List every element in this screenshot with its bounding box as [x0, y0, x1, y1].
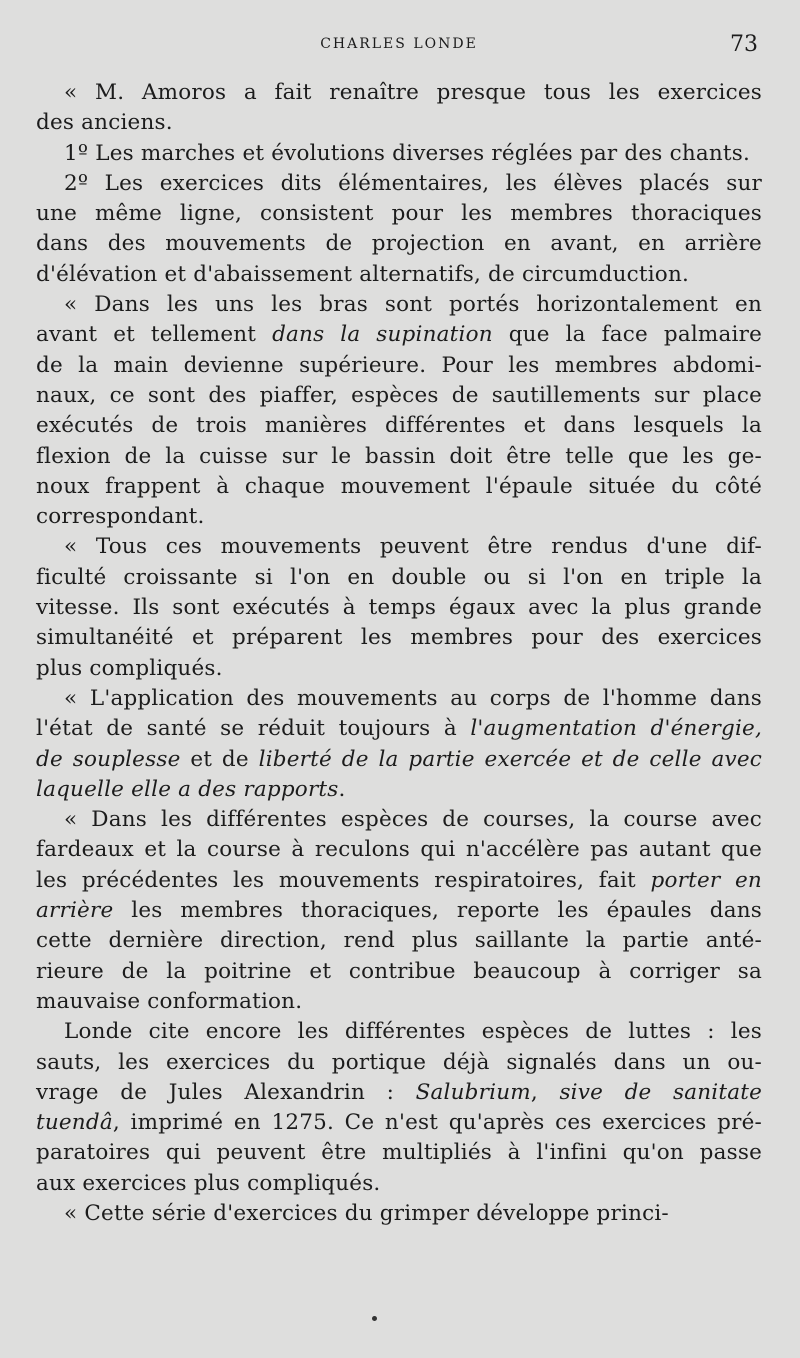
text-line	[36, 926, 762, 956]
italic-text: laquelle elle a des rapports	[36, 776, 339, 802]
line-text: cette dernière direction, rend plus saillante la partie anté-	[36, 928, 762, 954]
text-line	[36, 623, 762, 653]
line-text: 2º Les exercices dits élémentaires, les élèves placés sur	[64, 170, 762, 196]
text-line	[36, 502, 762, 532]
text-line	[36, 169, 762, 199]
text-line	[36, 957, 762, 987]
line-text: l'état de santé se réduit toujours à	[36, 716, 471, 742]
line-text: correspondant.	[36, 504, 205, 530]
text-line	[36, 351, 762, 381]
text-line	[36, 563, 762, 593]
line-text: vrage de Jules Alexandrin :	[36, 1079, 416, 1105]
text-line	[36, 260, 762, 290]
line-text: ,	[530, 1079, 560, 1105]
page-header	[36, 34, 762, 58]
line-text: simultanéité et préparent les membres pour des exercices	[36, 625, 762, 651]
line-text: les membres thoraciques, reporte les épaules dans	[113, 898, 762, 924]
line-text: de la main devienne supérieure. Pour les membres abdomi-	[36, 352, 762, 378]
line-text: exécutés de trois manières différentes et dans lesquels la	[36, 413, 762, 439]
line-text: « Dans les uns les bras sont portés horizontalement en	[64, 292, 762, 318]
line-text: flexion de la cuisse sur le bassin doit être telle que les ge-	[36, 443, 762, 469]
italic-text: de souplesse	[36, 746, 181, 772]
italic-text: porter en	[650, 867, 762, 893]
text-line	[36, 1048, 762, 1078]
text-line	[36, 78, 762, 108]
line-text: , imprimé en 1275. Ce n'est qu'après ces exercices pré-	[112, 1110, 762, 1136]
text-line	[36, 442, 762, 472]
text-line	[36, 714, 762, 744]
text-line	[36, 835, 762, 865]
italic-text: Salubrium	[415, 1079, 531, 1105]
italic-text: l'augmentation d'énergie,	[470, 716, 762, 742]
line-text: aux exercices plus compliqués.	[36, 1170, 381, 1196]
body-text	[36, 78, 762, 1229]
line-text: sauts, les exercices du portique déjà signalés dans un ou-	[36, 1049, 762, 1075]
text-line	[36, 1078, 762, 1108]
text-line	[36, 532, 762, 562]
line-text: les précédentes les mouvements respiratoires, fait	[36, 867, 651, 893]
text-line	[36, 745, 762, 775]
text-line	[36, 684, 762, 714]
line-text: 1º Les marches et évolutions diverses réglées par des chants.	[64, 140, 751, 166]
text-line	[36, 290, 762, 320]
text-line	[36, 1138, 762, 1168]
text-line	[36, 229, 762, 259]
text-line	[36, 775, 762, 805]
text-line	[36, 411, 762, 441]
line-text: d'élévation et d'abaissement alternatifs, de circumduction.	[36, 261, 690, 287]
text-line	[36, 472, 762, 502]
text-line	[36, 1169, 762, 1199]
text-line	[36, 896, 762, 926]
line-text: que la face palmaire	[492, 322, 763, 348]
text-line	[36, 199, 762, 229]
text-line	[36, 987, 762, 1017]
line-text: « L'application des mouvements au corps de l'homme dans	[64, 685, 762, 711]
text-line	[36, 320, 762, 350]
running-head: CHARLES LONDE	[320, 36, 478, 52]
text-line	[36, 866, 762, 896]
line-text: « Cette série d'exercices du grimper développe princi-	[64, 1200, 669, 1226]
italic-text: tuendâ	[36, 1110, 113, 1136]
line-text: rieure de la poitrine et contribue beaucoup à corriger sa	[36, 958, 762, 984]
italic-text: sive de sanitate	[559, 1079, 763, 1105]
text-line	[36, 1199, 762, 1229]
line-text: noux frappent à chaque mouvement l'épaule située du côté	[36, 473, 762, 499]
line-text: mauvaise conformation.	[36, 988, 303, 1014]
line-text: une même ligne, consistent pour les membres thoraciques	[36, 201, 762, 227]
page-number: 73	[730, 32, 758, 57]
line-text: « Tous ces mouvements peuvent être rendus d'une dif-	[64, 534, 762, 560]
printer-mark	[372, 1316, 377, 1321]
line-text: avant et tellement	[36, 322, 273, 348]
text-line	[36, 381, 762, 411]
line-text: « M. Amoros a fait renaître presque tous les exercices	[64, 80, 762, 105]
line-text: plus compliqués.	[36, 655, 223, 681]
line-text: des anciens.	[36, 110, 173, 136]
text-line	[36, 654, 762, 684]
italic-text: liberté de la partie exercée et de celle avec	[258, 746, 762, 772]
line-text: ficulté croissante si l'on en double ou si l'on en triple la	[36, 564, 762, 590]
text-line	[36, 139, 762, 169]
italic-text: arrière	[36, 898, 114, 924]
line-text: et de	[180, 746, 259, 772]
text-line	[36, 108, 762, 138]
text-line	[36, 805, 762, 835]
italic-text: dans la supination	[272, 322, 493, 348]
line-text: Londe cite encore les différentes espèces de luttes : les	[64, 1019, 762, 1045]
text-line	[36, 1108, 762, 1138]
line-text: naux, ce sont des piaffer, espèces de sautillements sur place	[36, 382, 762, 408]
line-text: .	[338, 776, 346, 802]
line-text: dans des mouvements de projection en avant, en arrière	[36, 231, 762, 257]
line-text: « Dans les différentes espèces de courses, la course avec	[64, 807, 762, 833]
line-text: fardeaux et la course à reculons qui n'accélère pas autant que	[36, 837, 762, 863]
line-text: vitesse. Ils sont exécutés à temps égaux avec la plus grande	[36, 595, 762, 621]
text-line	[36, 1017, 762, 1047]
text-line	[36, 593, 762, 623]
line-text: paratoires qui peuvent être multipliés à l'infini qu'on passe	[36, 1140, 762, 1166]
